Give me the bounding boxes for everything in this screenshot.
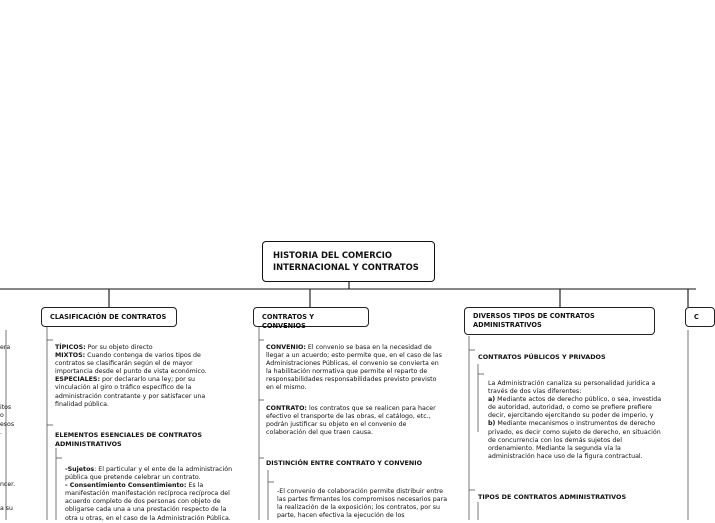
branch-title-line1: DIVERSOS TIPOS DE CONTRATOS — [473, 312, 595, 320]
publicos-text — [488, 380, 664, 461]
convenio-text — [266, 344, 442, 393]
tipicos-text: Por su objeto directo — [85, 344, 153, 351]
branch-title: CLASIFICACIÓN DE CONTRATOS — [50, 313, 167, 321]
especiales-label: ESPECIALES: — [55, 376, 100, 384]
branch-node-convenios[interactable] — [253, 307, 369, 330]
distincion-text: -El convenio de colaboración permite distribuir entre las partes firmantes los compromisos necesarios para la realización de la exposición; los contratos, por su parte, hacen efectiva la ejecución de los — [277, 488, 448, 520]
branch-node-diversos[interactable] — [464, 307, 655, 335]
branch-title: C — [694, 313, 699, 321]
sujetos-label: -Sujetos — [65, 466, 95, 473]
branch-node-clasificacion[interactable] — [41, 307, 177, 327]
mixtos-label: MIXTOS: — [55, 352, 86, 360]
root-title-line2: INTERNACIONAL Y CONTRATOS — [273, 262, 419, 272]
left-fragment: itos — [0, 404, 12, 411]
branch-title: CONTRATOS Y CONVENIOS — [262, 313, 315, 330]
publicos-heading[interactable]: CONTRATOS PÚBLICOS Y PRIVADOS — [478, 353, 606, 361]
root-title-line1: HISTORIA DEL COMERCIO — [273, 250, 393, 260]
elementos-text — [65, 466, 241, 523]
contrato-text — [266, 405, 442, 437]
b-label: b) — [488, 420, 496, 428]
convenio-label: CONVENIO: — [266, 344, 306, 351]
elementos-heading[interactable]: ELEMENTOS ESENCIALES DE CONTRATOS ADMINISTRATIVOS — [55, 431, 202, 448]
consentimiento-label: - Consentimiento Consentimiento: — [65, 482, 187, 490]
distincion-heading[interactable]: DISTINCIÓN ENTRE CONTRATO Y CONVENIO — [266, 459, 423, 467]
b-text: Mediante mecanismos o instrumentos de derecho privado, es decir como sujeto de derecho, en situación de concurrencia con los demás sujetos del ordenamiento. Mediante la segunda vía la administración hace uso de la figura contractual. — [488, 420, 661, 460]
left-fragment: . — [0, 429, 2, 436]
left-fragment: ncer. — [0, 481, 16, 488]
a-label: a) — [488, 396, 496, 404]
left-fragment: o — [0, 412, 4, 419]
tipicos-label: TÍPICOS: — [55, 344, 86, 351]
left-fragment: a su — [0, 505, 13, 512]
left-fragment: esos — [0, 421, 15, 428]
left-fragment: era — [0, 344, 11, 351]
contrato-label: CONTRATO: — [266, 405, 307, 412]
contrato-body: los contratos que se realicen para hacer efectivo el transporte de las obras, el catálogo, etc., podrán justificar su objeto en el convenio de colaboración del que traen causa. — [266, 405, 436, 437]
branch-node-offscreen[interactable] — [685, 307, 715, 327]
publicos-intro: La Administración canaliza su personalidad jurídica a través de dos vías diferentes: — [488, 380, 656, 396]
tipos-heading[interactable]: TIPOS DE CONTRATOS ADMINISTRATIVOS — [478, 493, 627, 501]
clasificacion-text — [55, 344, 211, 409]
root-node[interactable] — [262, 241, 435, 282]
a-text: Mediante actos de derecho público, o sea, investida de autoridad, autoridad, o como se prefiere prefiere decir, ejercitando ejercitando su poder de imperio, y — [488, 396, 662, 420]
consentimiento-text: Es la manifestación manifestación recíproca recíproca del acuerdo completo de dos personas con objeto de obligarse cada una a una prestación respecto de la otra u otras, en el caso de la Administración Pública. — [65, 482, 231, 522]
branch-title-line2: ADMINISTRATIVOS — [473, 321, 542, 329]
sujetos-text: : El particular y el ente de la administración pública que pretende celebrar un contrato. — [65, 466, 233, 482]
especiales-text: por declararlo una ley; por su vinculación al giro o tráfico específico de la administración contratante y por satisfacer una finalidad pública. — [55, 376, 206, 408]
convenio-body: El convenio se basa en la necesidad de llegar a un acuerdo; esto permite que, en el caso de las Administraciones Públicas, el convenio se convierta en la habilitación normativa que permite el reparto de responsabilidades responsabilidades previsto previsto en el mismo. — [266, 344, 442, 392]
mixtos-text: Cuando contenga de varios tipos de contratos se clasificarán según el de mayor importancia desde el punto de vista económico. — [55, 352, 207, 376]
